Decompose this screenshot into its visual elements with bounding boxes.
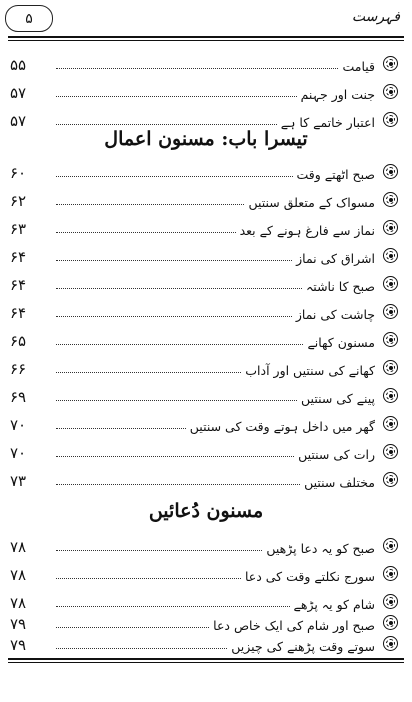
flower-bullet-icon	[383, 248, 398, 263]
flower-bullet-icon	[383, 84, 398, 99]
dot-leader	[56, 232, 236, 233]
flower-bullet-icon	[383, 56, 398, 71]
flower-bullet-icon	[383, 444, 398, 459]
toc-row[interactable]	[10, 412, 398, 434]
toc-entry-title: پینے کی سنتیں	[301, 391, 375, 406]
toc-entry-title: نماز سے فارغ ہونے کے بعد	[239, 223, 375, 238]
dot-leader	[56, 550, 262, 551]
toc-entry-page: ۷۹	[10, 615, 27, 633]
section-heading: تیسرا باب: مسنون اعمال	[104, 128, 308, 150]
flower-bullet-icon	[383, 538, 398, 553]
dot-leader	[56, 316, 292, 317]
dot-leader	[56, 68, 338, 69]
dot-leader	[56, 627, 209, 628]
toc-entry-page: ۷۸	[10, 566, 27, 584]
flower-bullet-icon	[383, 304, 398, 319]
flower-bullet-icon	[383, 615, 398, 630]
footer-rule	[8, 658, 404, 660]
footer-rule-thin	[8, 662, 404, 663]
toc-entry-title: قیامت	[342, 59, 375, 74]
toc-row[interactable]	[10, 52, 398, 74]
dot-leader	[56, 260, 292, 261]
toc-row[interactable]	[10, 562, 398, 584]
page-number: ۵	[25, 10, 33, 27]
toc-entry-page: ۵۷	[10, 84, 27, 102]
toc-row[interactable]	[10, 632, 398, 654]
flower-bullet-icon	[383, 472, 398, 487]
toc-row[interactable]	[10, 590, 398, 612]
toc-entry-page: ۷۸	[10, 538, 27, 556]
toc-entry-page: ۶۲	[10, 192, 27, 210]
toc-entry-title: چاشت کی نماز	[295, 307, 375, 322]
dot-leader	[56, 124, 277, 125]
toc-entry-page: ۶۵	[10, 332, 27, 350]
dot-leader	[56, 484, 300, 485]
flower-bullet-icon	[383, 276, 398, 291]
toc-entry-page: ۷۰	[10, 416, 27, 434]
flower-bullet-icon	[383, 192, 398, 207]
flower-bullet-icon	[383, 112, 398, 127]
dot-leader	[56, 176, 293, 177]
running-title: فہرست	[351, 9, 400, 25]
toc-entry-page: ۷۳	[10, 472, 27, 490]
flower-bullet-icon	[383, 416, 398, 431]
toc-row[interactable]	[10, 216, 398, 238]
dot-leader	[56, 578, 241, 579]
toc-row[interactable]	[10, 188, 398, 210]
toc-row[interactable]	[10, 468, 398, 490]
toc-row[interactable]	[10, 108, 398, 130]
toc-entry-title: اعتبار خاتمے کا ہے	[280, 115, 375, 130]
header-rule	[8, 36, 404, 38]
flower-bullet-icon	[383, 388, 398, 403]
dot-leader	[56, 400, 297, 401]
toc-entry-title: شام کو یہ پڑھے	[293, 597, 375, 612]
toc-row[interactable]	[10, 272, 398, 294]
toc-row[interactable]	[10, 440, 398, 462]
dot-leader	[56, 96, 297, 97]
toc-entry-title: صبح اور شام کی ایک خاص دعا	[213, 618, 375, 633]
dot-leader	[56, 648, 227, 649]
toc-entry-title: سوتے وقت پڑھنے کی چیزیں	[231, 639, 375, 654]
toc-entry-title: صبح کو یہ دعا پڑھیں	[266, 541, 375, 556]
toc-row[interactable]	[10, 356, 398, 378]
flower-bullet-icon	[383, 164, 398, 179]
toc-entry-page: ۵۷	[10, 112, 27, 130]
dot-leader	[56, 456, 294, 457]
dot-leader	[56, 428, 186, 429]
toc-row[interactable]	[10, 328, 398, 350]
toc-entry-page: ۷۰	[10, 444, 27, 462]
toc-row[interactable]	[10, 160, 398, 182]
toc-entry-title: جنت اور جہنم	[300, 87, 375, 102]
toc-entry-page: ۷۸	[10, 594, 27, 612]
toc-entry-title: مختلف سنتیں	[304, 475, 375, 490]
flower-bullet-icon	[383, 566, 398, 581]
toc-row[interactable]	[10, 244, 398, 266]
toc-entry-title: رات کی سنتیں	[298, 447, 375, 462]
toc-entry-page: ۶۴	[10, 276, 27, 294]
dot-leader	[56, 204, 244, 205]
flower-bullet-icon	[383, 360, 398, 375]
toc-entry-title: اشراق کی نماز	[296, 251, 375, 266]
dot-leader	[56, 344, 303, 345]
toc-entry-page: ۵۵	[10, 56, 27, 74]
dot-leader	[56, 288, 302, 289]
section-heading: مسنون دُعائیں	[148, 500, 264, 522]
toc-entry-page: ۶۴	[10, 248, 27, 266]
flower-bullet-icon	[383, 220, 398, 235]
toc-row[interactable]	[10, 80, 398, 102]
toc-entry-page: ۷۹	[10, 636, 27, 654]
flower-bullet-icon	[383, 332, 398, 347]
toc-entry-title: سورج نکلتے وقت کی دعا	[244, 569, 375, 584]
toc-entry-title: صبح کا ناشتہ	[305, 279, 375, 294]
toc-row[interactable]	[10, 384, 398, 406]
toc-entry-title: کھانے کی سنتیں اور آداب	[245, 363, 375, 378]
toc-row[interactable]	[10, 611, 398, 633]
toc-entry-title: مسنون کھانے	[307, 335, 375, 350]
toc-entry-page: ۶۹	[10, 388, 27, 406]
dot-leader	[56, 606, 290, 607]
toc-entry-page: ۶۳	[10, 220, 27, 238]
header-rule-thin	[8, 40, 404, 41]
flower-bullet-icon	[383, 594, 398, 609]
toc-entry-page: ۶۰	[10, 164, 27, 182]
toc-entry-title: مسواک کے متعلق سنتیں	[248, 195, 375, 210]
flower-bullet-icon	[383, 636, 398, 651]
toc-entry-page: ۶۶	[10, 360, 27, 378]
page-number-badge	[5, 5, 53, 32]
toc-entry-title: گھر میں داخل ہوتے وقت کی سنتیں	[189, 419, 375, 434]
toc-row[interactable]	[10, 300, 398, 322]
dot-leader	[56, 372, 241, 373]
toc-entry-title: صبح اٹھتے وقت	[296, 167, 375, 182]
toc-row[interactable]	[10, 534, 398, 556]
toc-entry-page: ۶۴	[10, 304, 27, 322]
